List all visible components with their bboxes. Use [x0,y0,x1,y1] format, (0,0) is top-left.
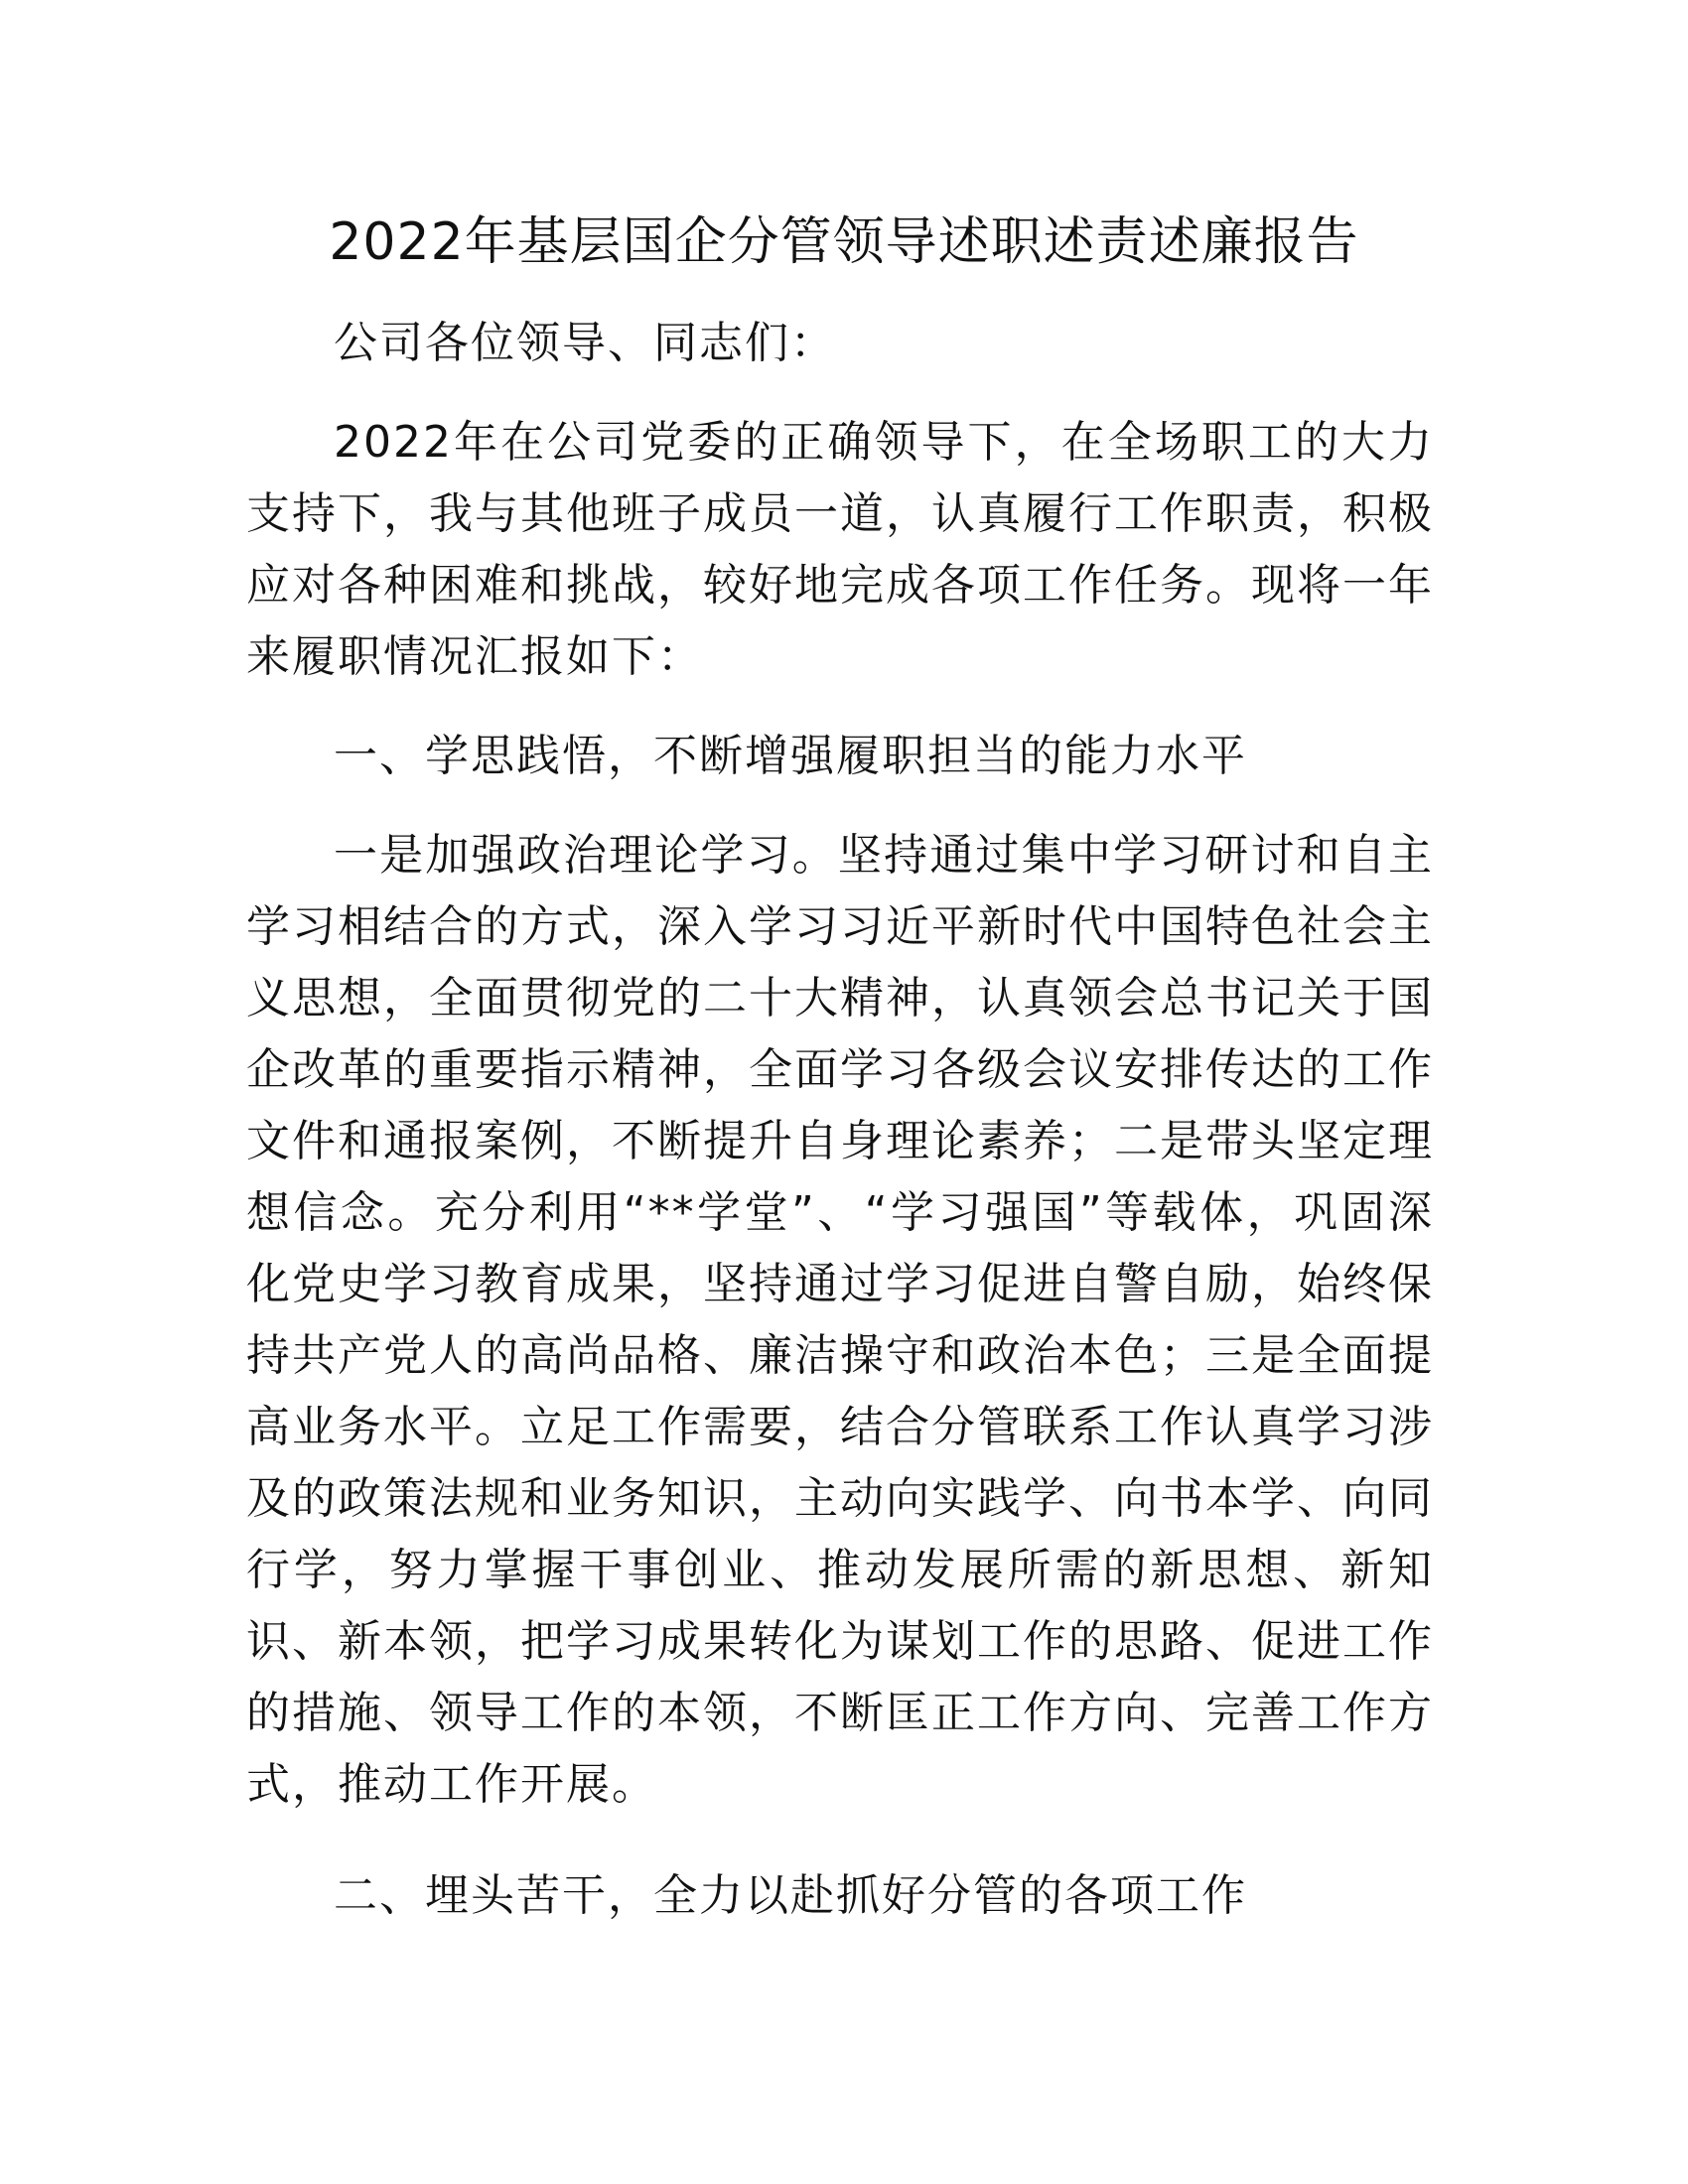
salutation: 公司各位领导、同志们： [334,318,836,368]
document-title: 2022年基层国企分管领导述职述责述廉报告 [329,212,1359,272]
section-1-paragraph: 一是加强政治理论学习。坚持通过集中学习研讨和自主学习相结合的方式，深入学习习近平新时代中国特色社会主义思想，全面贯彻党的二十大精神，认真领会总书记关于国企改革的重要指示精神，全面学习各级会议安排传达的工作文件和通报案例，不断提升自身理论素养；二是带头坚定理想信念。充分利用“**学堂”、“学习强国”等载体，巩固深化党史学习教育成果，坚持通过学习促进自警自励，始终保持共产党人的高尚品格、廉洁操守和政治本色；三是全面提高业务水平。立足工作需要，结合分管联系工作认真学习涉及的政策法规和业务知识，主动向实践学、向书本学、向同行学，努力掌握干事创业、推动发展所需的新思想、新知识、新本领，把学习成果转化为谋划工作的思路、促进工作的措施、领导工作的本领，不断匡正工作方向、完善工作方式，推动工作开展。 [246,830,1434,1810]
intro-paragraph: 2022年在公司党委的正确领导下，在全场职工的大力支持下，我与其他班子成员一道，认真履行工作职责，积极应对各种困难和挑战，较好地完成各项工作任务。现将一年来履职情况汇报如下： [246,417,1434,682]
document-body [246,298,1434,1960]
section-heading-2: 二、埋头苦干，全力以赴抓好分管的各项工作 [334,1870,1247,1921]
section-heading-1: 一、学思践悟，不断增强履职担当的能力水平 [334,731,1247,781]
